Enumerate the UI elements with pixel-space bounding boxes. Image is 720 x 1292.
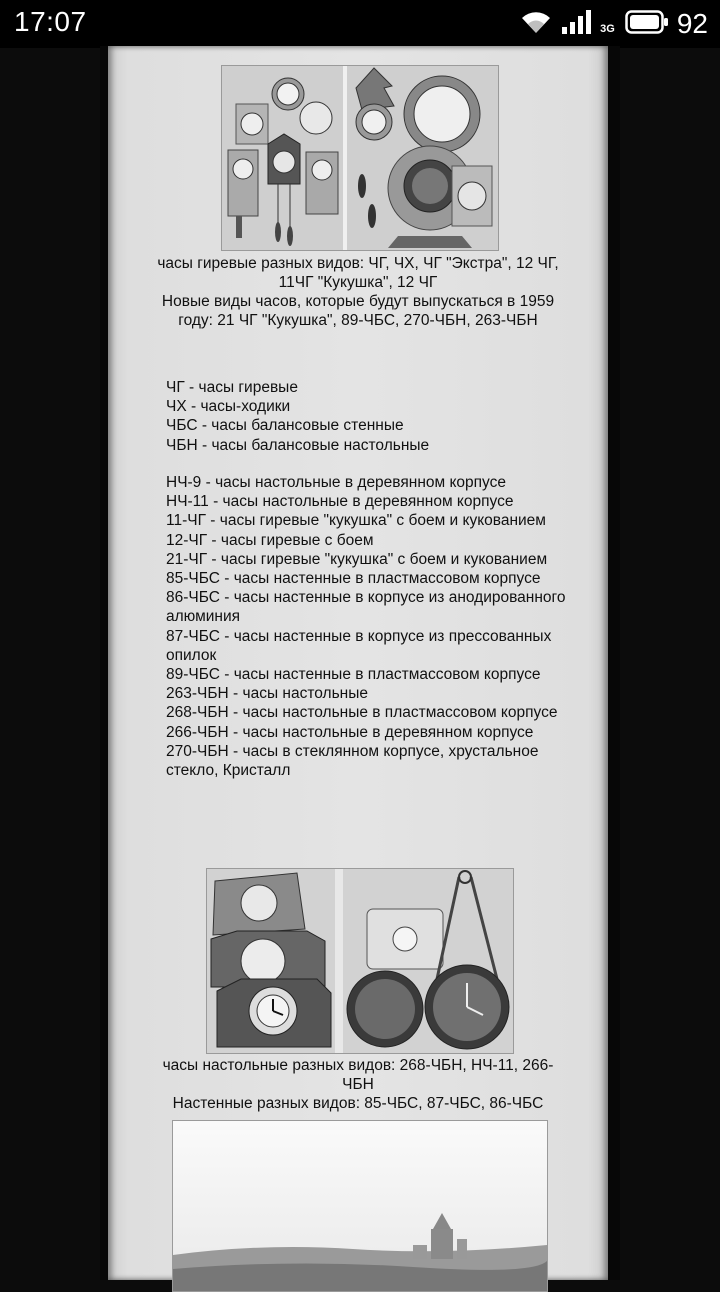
photo-weight-clocks[interactable] bbox=[221, 65, 499, 251]
model-item: 85-ЧБС - часы настенные в пластмассовом корпусе bbox=[166, 570, 541, 588]
abbrev-item: ЧХ - часы-ходики bbox=[166, 398, 291, 416]
abbrev-item: ЧГ - часы гиревые bbox=[166, 379, 298, 396]
status-bar bbox=[0, 0, 720, 48]
battery-icon bbox=[625, 10, 669, 39]
model-item: НЧ-9 - часы настольные в деревянном корпусе bbox=[166, 474, 506, 491]
photo-aerial-city[interactable] bbox=[172, 1120, 548, 1292]
caption-table-wall-clocks: часы настольные разных видов: 268-ЧБН, НЧ-11, 266-ЧБН Настенные разных видов: 85-ЧБС, 87-ЧБС, 86-ЧБС bbox=[162, 1057, 554, 1112]
signal-icon bbox=[560, 9, 592, 40]
model-item: НЧ-11 - часы настольные в деревянном корпусе bbox=[166, 493, 514, 511]
model-item: 12-ЧГ - часы гиревые с боем bbox=[166, 531, 374, 549]
model-item: 266-ЧБН - часы настольные в деревянном корпусе bbox=[166, 723, 534, 741]
model-item: 268-ЧБН - часы настольные в пластмассовом корпусе bbox=[166, 704, 558, 722]
web-page[interactable] bbox=[100, 46, 620, 1280]
wifi-icon bbox=[520, 9, 552, 40]
abbrev-item: ЧБС - часы балансовые стенные bbox=[166, 417, 404, 435]
abbrev-item: ЧБН - часы балансовые настольные bbox=[166, 436, 430, 454]
caption-weight-clocks: часы гиревые разных видов: ЧГ, ЧХ, ЧГ "Экстра", 12 ЧГ, 11ЧГ "Кукушка", 12 ЧГ Новые виды часов, которые будут выпускаться в 1959 году: 21 ЧГ "Кукушка", 89-ЧБС, 270-ЧБН, 263-ЧБН bbox=[157, 255, 559, 329]
model-item: 21-ЧГ - часы гиревые "кукушка" с боем и кукованием bbox=[166, 550, 548, 568]
model-item: 263-ЧБН - часы настольные bbox=[166, 685, 368, 703]
model-list bbox=[166, 473, 576, 780]
model-item: 87-ЧБС - часы настенные в корпусе из прессованных опилок bbox=[166, 627, 552, 664]
photo-table-wall-clocks[interactable] bbox=[206, 868, 514, 1054]
article-sheet bbox=[108, 46, 608, 1280]
network-type: 3G bbox=[600, 23, 615, 35]
model-item: 89-ЧБС - часы настенные в пластмассовом корпусе bbox=[166, 666, 541, 684]
abbreviation-list bbox=[166, 378, 576, 455]
model-item: 11-ЧГ - часы гиревые "кукушка" с боем и кукованием bbox=[166, 512, 546, 530]
battery-percent: 92 bbox=[676, 8, 708, 39]
model-item: 86-ЧБС - часы настенные в корпусе из анодированного алюминия bbox=[166, 589, 566, 626]
status-time: 17:07 bbox=[14, 6, 87, 37]
model-item: 270-ЧБН - часы в стеклянном корпусе, хрустальное стекло, Кристалл bbox=[166, 742, 539, 780]
